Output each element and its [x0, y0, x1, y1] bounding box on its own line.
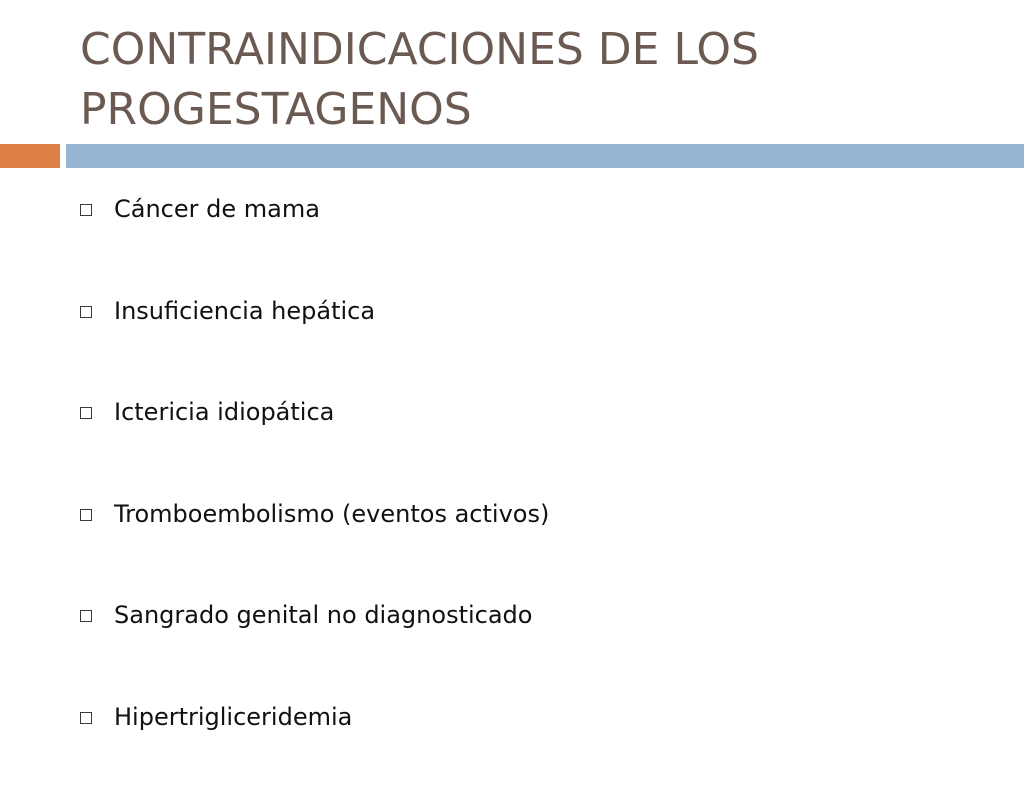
list-item [80, 692, 549, 794]
bullet-text: Ictericia idiopática [114, 398, 335, 427]
slide-title-line: PROGESTAGENOS [80, 84, 472, 135]
hollow-square-icon [80, 509, 92, 521]
hollow-square-icon [80, 610, 92, 622]
title-divider-accent [0, 144, 60, 168]
bullet-text: Cáncer de mama [114, 195, 320, 223]
list-item [80, 590, 549, 692]
hollow-square-icon [80, 306, 92, 318]
title-divider-bar [66, 144, 1024, 168]
bullet-list [80, 184, 549, 794]
list-item [80, 387, 549, 489]
bullet-text: Insuficiencia hepática [114, 296, 376, 325]
bullet-text: Hipertrigliceridemia [114, 702, 353, 731]
hollow-square-icon [80, 204, 92, 216]
slide-title [80, 20, 980, 140]
list-item [80, 184, 549, 286]
slide-title-line: CONTRAINDICACIONES DE LOS [80, 24, 759, 75]
list-item [80, 286, 549, 388]
list-item [80, 489, 549, 591]
hollow-square-icon [80, 407, 92, 419]
bullet-text: Tromboembolismo (eventos activos) [114, 499, 550, 528]
bullet-text: Sangrado genital no diagnosticado [114, 601, 533, 630]
hollow-square-icon [80, 712, 92, 724]
